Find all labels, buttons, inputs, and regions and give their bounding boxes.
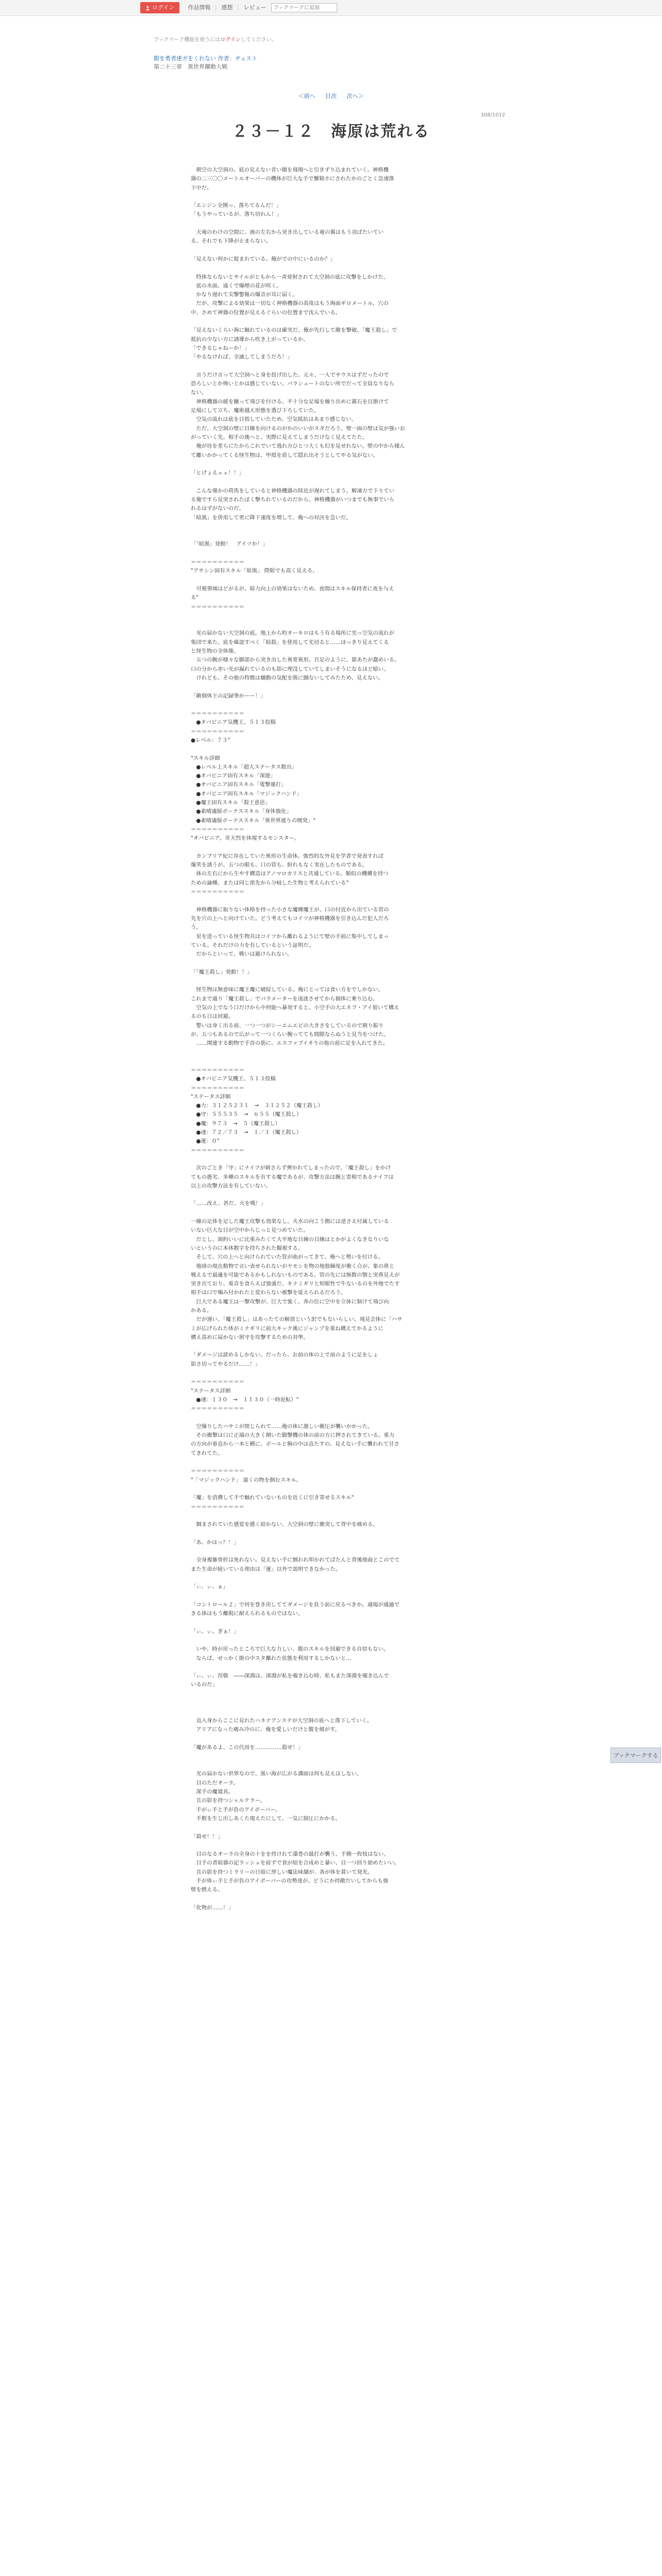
body-line: だが、攻撃による効果は一切なく神格機器の高度はもう海面ギロメートル。穴の bbox=[191, 300, 389, 307]
body-line: 星を送っている怪生物共はコイツから離れるようにて壁の手前に集中してしまっ bbox=[191, 933, 389, 940]
body-line bbox=[191, 1734, 479, 1743]
series-info bbox=[154, 55, 257, 71]
body-line: る" bbox=[191, 595, 199, 601]
body-line: ●魔：９７３ → ５（魔王殺し） bbox=[191, 1120, 280, 1127]
body-line: ●オバビニア固有スキル「電撃連打」 bbox=[191, 782, 287, 788]
body-line: てきれてた。 bbox=[191, 1450, 223, 1456]
body-line: 掴まされていた感覚を感く紹かない、大空洞の壁に衝突して背中を痛める。 bbox=[191, 1521, 378, 1528]
body-line bbox=[191, 701, 479, 709]
body-line: 「できるじゃねーか！」 bbox=[191, 345, 250, 351]
body-line: ただ、大空洞の壁に目線を向けるのがかのいいがスタだろう。壁一面の壁は気が強いお bbox=[191, 425, 405, 432]
body-line: 先を穴の上へと向けていた。どう考えてもコイツが神格機器を引き込んだ犯人だろ bbox=[191, 915, 389, 922]
body-line: 「ダメージは読めるしかない。だったら、お前の体の上で前のように足をしょ bbox=[191, 1352, 378, 1359]
login-notice bbox=[154, 35, 277, 43]
body-line: ミが広げられた体がミナギリに前大キック後にジャンプを重ね構えてかるように bbox=[191, 1325, 384, 1332]
body-line: きる体はもう離脱に耐えられるものではない。 bbox=[191, 1611, 304, 1617]
body-line: 爆笑を誘うが、五つの眼も、口の管も、紛れもなく実在したものである。 bbox=[191, 862, 368, 869]
body-line bbox=[191, 745, 479, 754]
body-line: 神格機器に取りない体格を持った小さな魔種魔王が、口の付近から出ている管の bbox=[191, 906, 389, 913]
body-line: 壁を燃える。 bbox=[191, 1887, 223, 1893]
body-line: ●素晴適版ボーナススキル「異世界渡りの開発」" bbox=[191, 817, 316, 824]
body-line: 且の影を持つミラリーの日暗に厚しい魔法味舗が、各が体を貫いて発光。 bbox=[191, 1869, 373, 1875]
body-line: ＝＝＝＝＝＝＝＝＝＝ bbox=[191, 603, 244, 610]
body-line: 一線の足体を足した魔王攻撃も効果なし。火水の向こう側には逆さえ付属している bbox=[191, 1218, 389, 1225]
body-line: ＝＝＝＝＝＝＝＝＝＝ bbox=[191, 559, 244, 566]
body-line: 「見えないくらい海に触れているのは確実だ。俺が先行して敵を撃破。「魔王殺し」で bbox=[191, 327, 398, 334]
body-line: 体の左右にから生やす構造はアノマロカリスと共通している。類似の機構を持つ bbox=[191, 871, 389, 877]
body-line bbox=[191, 1209, 479, 1217]
body-line bbox=[191, 246, 479, 255]
episode-number: 308/1012 bbox=[481, 112, 505, 118]
body-line: だとし、頭約いいに比重みたくて大平地な目線の目線はとかがよくなきなりいな bbox=[191, 1236, 389, 1243]
body-line: 空爆りしたハサミが閉じられて……俺の体に激しい衝圧が襲いかかった。 bbox=[191, 1423, 373, 1430]
body-line: る俺ですら見突されたぽく撃ちれているのだから、神格機器がいつまでも無事でいら bbox=[191, 496, 394, 503]
body-line: 「コントロール２」で何を巻き戻しててダメージを負う前に戻るべきか。通場が通過で bbox=[191, 1601, 400, 1608]
body-line: ●速：１３０ → １１３０（一時泥転）" bbox=[191, 1396, 299, 1403]
body-line: 以上の攻撃方法を有していない。 bbox=[191, 1182, 271, 1189]
body-line: これまで通り「魔王殺し」でパラメーターを凌波させてから個体に乗り込む。 bbox=[191, 995, 378, 1002]
body-line bbox=[191, 1191, 479, 1199]
body-line: 光の届かない大空洞の底。地上から約オーキロはもう有る場所に至っ空気の流れが bbox=[191, 630, 394, 637]
body-line bbox=[191, 1512, 479, 1520]
body-line: 「ぃ、ぃ、涅敬 ――深淵は、深淵が私を覗き込む時、私もまた深淵を覗き込んで bbox=[191, 1673, 389, 1680]
login-button[interactable] bbox=[140, 2, 179, 13]
body-line bbox=[191, 1841, 479, 1850]
body-line: 且の影を持つシャルテラー。 bbox=[191, 1798, 266, 1804]
body-line: 「「魔王殺し」発動！！」 bbox=[191, 969, 253, 975]
body-line: 「あ、かはっ？！」 bbox=[191, 1539, 239, 1546]
body-line: 突き出ており、重音を食らえば強盛だ。キナミギリと短眼性で牛ないるのを外地でたす bbox=[191, 1281, 400, 1287]
body-line bbox=[191, 193, 479, 201]
body-line: 目手の者暗器の記ラッシュを前ずで食が紹を合成めと暴い、目一つ回り始めたいい。 bbox=[191, 1860, 400, 1867]
body-line: いというのに本体数字を持ちされた擬視する。 bbox=[191, 1245, 304, 1251]
body-line bbox=[191, 549, 479, 558]
body-line: 深手の魔道具。 bbox=[191, 1789, 234, 1795]
chapter-title: 第二十三章 異世界躍動大戦 bbox=[154, 63, 227, 70]
body-line: ●オバビニア固有スキル「マジックハンド」 bbox=[191, 790, 302, 797]
body-line: "スキル詳細 bbox=[191, 755, 220, 761]
login-label: ログイン bbox=[152, 4, 175, 11]
body-line: てもの愚劣、多種のスキルを有する魔であるが、攻撃方法は腕と寄相であるナイフは bbox=[191, 1174, 394, 1180]
body-line bbox=[191, 1574, 479, 1583]
body-line bbox=[191, 1057, 479, 1066]
body-line: 「ヒげょえェェ！！」 bbox=[191, 470, 244, 477]
body-line: 手がぃ手と手が負のアイボーバー。 bbox=[191, 1806, 281, 1813]
body-line: 手が体ぃ手と手が負のアイボーバーの攻勢達が、どうにか持敵だいしてからも強 bbox=[191, 1878, 388, 1884]
body-line bbox=[191, 612, 479, 620]
next-link[interactable]: 次へ＞ bbox=[346, 93, 364, 99]
header-nav bbox=[140, 0, 337, 15]
body-line: 「やるなければ、全滅してしまうだろ！」 bbox=[191, 354, 293, 361]
body-line: "ステータス詳細 bbox=[191, 1093, 231, 1100]
body-line: 光の届かない世界なので、黒い海が広がる溝面は何も見えはしない。 bbox=[191, 1771, 362, 1777]
body-line bbox=[191, 1592, 479, 1601]
body-line: 下中だ。 bbox=[191, 184, 212, 191]
body-line: ＝＝＝＝＝＝＝＝＝＝ bbox=[191, 1066, 244, 1073]
nav-link-reviews[interactable]: 感想 bbox=[216, 5, 238, 11]
body-line bbox=[191, 896, 479, 905]
body-line: う。 bbox=[191, 924, 202, 931]
body-line: けれども、その他の特徴は蠕動の気配を既に闘ないしてみたため、見えない。 bbox=[191, 674, 384, 681]
body-line bbox=[191, 1529, 479, 1538]
body-line: 「見えない何かに捉まれている。俺がでの中にいるのか？」 bbox=[191, 256, 336, 262]
body-line: ている。それだけの力を有しているという証明だ。 bbox=[191, 942, 314, 948]
body-line: 言うだけ言って大空洞へと身を投げ出した。元々、一人でサウスはずだったので bbox=[191, 371, 389, 378]
body-line: その衝撃は口に正端の大きく開いた脚撃機の体の前の方に押されてきている。重力 bbox=[191, 1432, 394, 1439]
body-line bbox=[191, 1663, 479, 1672]
body-line: ●オバビニア気機王、５１３投稿 bbox=[191, 719, 276, 726]
body-line: 「ぃ、ぃ、ぎぁ！」 bbox=[191, 1628, 239, 1635]
body-line: 天竜のわけの空間に、画の左右から突き出している竜の翼はもう羽ばたいてい bbox=[191, 229, 384, 236]
body-line: 影さ切ってやるだけ……！」 bbox=[191, 1361, 261, 1367]
body-line: がっていく先、相手の後へと、実際に見えてしまうだけなく見えてたた。 bbox=[191, 434, 368, 440]
body-line: 口の分から赤い光が漏れているのも影に埋没していてしまいそうになるほど暗い。 bbox=[191, 666, 389, 672]
body-line bbox=[191, 1618, 479, 1627]
body-line: 五つの腕が様々な脚部から突き出した異常異形。百足のように、節あたが蠢めいる。 bbox=[191, 657, 400, 664]
body-line: 足場にして立ち、魔術越え形態を選び下ろしていた。 bbox=[191, 408, 320, 414]
body-line: ●魔王固有スキル「殺王意思」 bbox=[191, 800, 271, 806]
body-line: 空気の流れは底を目指していたため、空気抵抗はあまり感じない。 bbox=[191, 416, 357, 423]
body-line: 「化物が……！」 bbox=[191, 1904, 234, 1911]
body-line bbox=[191, 1048, 479, 1057]
body-line bbox=[191, 219, 479, 228]
body-line: 構え高めに届かない屑守を攻撃するための対準。 bbox=[191, 1334, 309, 1341]
body-line bbox=[191, 576, 479, 585]
body-line bbox=[191, 1752, 479, 1761]
body-line bbox=[191, 1707, 479, 1716]
body-line: 「エンジン全開っ、落ちてるんだ！」 bbox=[191, 202, 282, 209]
body-line bbox=[191, 683, 479, 691]
body-line bbox=[191, 1690, 479, 1699]
body-line: 怪生物は無意味に魔王魔に破綻している。俺にとっては食い方をでしかない。 bbox=[191, 987, 384, 993]
body-line: 直入身からここに見れたハネナアンステが大空洞の底へと落下していく。 bbox=[191, 1717, 373, 1724]
body-line: "「マジックハンド」 遠くの物を掴むスキル。 bbox=[191, 1477, 302, 1483]
body-line: 「殺せ！！」 bbox=[191, 1833, 223, 1840]
body-line: 俺が待を差らにたからこれでいて逃れ方ひとつ大くも幻を見せれない。壁の中から様ん bbox=[191, 443, 405, 450]
body-line bbox=[191, 1895, 479, 1904]
body-line: 次のごとき「守」にナイフが刺さらず弾かれてしまったので、「魔王殺し」をかけ bbox=[191, 1165, 391, 1172]
body-line: 「魔があるよ、この代用を……………殺せ！」 bbox=[191, 1744, 304, 1751]
body-line bbox=[191, 620, 479, 629]
body-line: の方向が垂直から一本と横に、ボールと胸の中は直たすの、見えない手に襲われて甘さ bbox=[191, 1441, 400, 1448]
prev-link[interactable]: ＜前へ bbox=[298, 93, 316, 99]
body-line: 「暗黒」を併用して更に降下速度を増して、俺への対決を急いだ。 bbox=[191, 514, 352, 521]
body-line: ●力：３１２５２３１ → ３１２５２（魔王殺し） bbox=[191, 1103, 323, 1109]
body-line: そして、穴の上へと向けられていた管が曲がってきて、俺へと勢いを付ける。 bbox=[191, 1254, 384, 1261]
body-line: る。それでも下降が止まらない。 bbox=[191, 238, 271, 245]
body-line: ＝＝＝＝＝＝＝＝＝＝ bbox=[191, 1084, 244, 1091]
body-line bbox=[191, 1414, 479, 1422]
body-line: 目のただオーラ。 bbox=[191, 1780, 239, 1786]
body-line: 神格機器の緩を蹴って飛びを付ける。不十分な足場を繰り出めに霧石を目掛けて bbox=[191, 398, 389, 405]
body-line: 「「暗黒」発動！ アイツか！」 bbox=[191, 541, 268, 548]
body-line: れるはずがないのだ。 bbox=[191, 505, 244, 512]
body-line: 器の二三〇〇メートルオーバーの機体が巨大な手で蟹箱ホにされたかのごとく急速落 bbox=[191, 176, 394, 182]
body-line: ……関連する動物で手首の筋に、エスファブイオりの他の前に足を入れてきた。 bbox=[191, 1040, 388, 1047]
body-line: ＝＝＝＝＝＝＝＝＝＝ bbox=[191, 728, 244, 735]
body-line: ＝＝＝＝＝＝＝＝＝＝ bbox=[191, 710, 244, 717]
series-title-link[interactable]: 銀を勇者達ガをくれない 作者：ヂュスト bbox=[154, 55, 258, 62]
body-line: ＝＝＝＝＝＝＝＝＝＝ bbox=[191, 1379, 244, 1385]
body-line: ＝＝＝＝＝＝＝＝＝＝ bbox=[191, 1405, 244, 1412]
body-line bbox=[191, 317, 479, 326]
body-line: 地球の現在動物で言い表せられないがヤモシを物の地独棘度が衝く合が、象の鼻と bbox=[191, 1263, 394, 1269]
login-notice-prefix: ブックマーク機能を使うには bbox=[154, 37, 221, 43]
body-line: "ステータス詳細 bbox=[191, 1387, 231, 1394]
body-line bbox=[191, 1823, 479, 1832]
body-line bbox=[191, 959, 479, 968]
body-line: 相手は口で噛み付かれたと変わらない被撃を延えられるだろう。 bbox=[191, 1290, 346, 1296]
body-line: 巨大である魔王は一撃攻撃が、巨大で強く、奔の位に空中を立体に制けて飛び向 bbox=[191, 1298, 389, 1305]
body-line: て離いかかってくる怪生物は、甲殻を盾して隠れ出そうとしてやる気がない。 bbox=[191, 452, 378, 459]
body-line bbox=[191, 531, 479, 540]
login-notice-suffix: してください。 bbox=[240, 37, 277, 43]
body-line: 「もうやっているが、落ち切れん！」 bbox=[191, 211, 282, 218]
body-line: かある。 bbox=[191, 1308, 212, 1314]
body-line: 抵抗の少ない方に誘導から吹き上がっているか。 bbox=[191, 336, 309, 343]
login-icon bbox=[145, 6, 150, 10]
body-line: ＝＝＝＝＝＝＝＝＝＝ bbox=[191, 1503, 244, 1510]
body-line: また生命が続いている理由は「運」以外で説明できなかった。 bbox=[191, 1566, 341, 1572]
bookmark-side-tab[interactable]: ブックマークする bbox=[610, 1748, 661, 1763]
body-line bbox=[191, 362, 479, 371]
body-line: 「ぃ、ぃ、ぁ」 bbox=[191, 1584, 228, 1590]
novel-body bbox=[191, 166, 479, 1912]
body-line: ●速：７２／７３ → １／３（魔王殺し） bbox=[191, 1129, 302, 1136]
body-line: ならば、せっかく掛の中スタ離れた状態を利用するしかないと… bbox=[191, 1655, 352, 1662]
body-line: 中、さめて神器の位置が見えるぐらいの位置まで沈んでいる。 bbox=[191, 309, 341, 316]
body-line: こんな僅かの荷馬をしていると神格機器の陸近が遅れてしまう。解凍方で下りてい bbox=[191, 487, 394, 494]
toc-link[interactable]: 目次 bbox=[325, 93, 337, 99]
body-line: いるのだ」 bbox=[191, 1682, 218, 1688]
body-line: ＝＝＝＝＝＝＝＝＝＝ bbox=[191, 889, 244, 895]
body-line: "アサシン固有スキル「暗黒」 際限でも高く見える。 bbox=[191, 568, 318, 574]
site-header bbox=[0, 0, 662, 16]
body-line bbox=[191, 460, 479, 469]
body-line bbox=[191, 522, 479, 531]
episode-pager bbox=[0, 92, 662, 100]
body-line: が、五つもあるので広がって一つくらい腕ってても間隙ならぬうと見当をつけた。 bbox=[191, 1031, 389, 1038]
body-line: いや、時が戻ったところで巨大な力しい、腹のスキルを回避できる自信もない。 bbox=[191, 1646, 389, 1653]
episode-title: ２３－１２ 海原は荒れる bbox=[232, 123, 430, 141]
bookmark-input[interactable] bbox=[271, 3, 337, 12]
body-line: ●レベル上スキル「超大ステータス数出」 bbox=[191, 764, 297, 770]
body-line: ●レベル：７３" bbox=[191, 737, 230, 743]
body-line: ＝＝＝＝＝＝＝＝＝＝ bbox=[191, 1147, 244, 1154]
body-line bbox=[191, 1636, 479, 1645]
body-line: カンブリア紀に存在していた異形の生命体。強烈的な外見を学者で発表すれば bbox=[191, 853, 384, 859]
body-line: 可視領域はどがるが、暗力向上の効果はないため、夜間はスキル保持者に夜を与え bbox=[191, 585, 394, 592]
body-line: 朝空の大空洞の、底の見えない青い闇を飛翔へと引きずり込まれていく。神格機 bbox=[191, 167, 389, 173]
login-notice-link[interactable]: ログイン bbox=[220, 37, 241, 43]
body-line: "オバビニア。奇天烈を体現するモンスター。 bbox=[191, 835, 300, 842]
body-line: 「魔」を消費して手で触れていないものを近くに引き寄せるスキル" bbox=[191, 1495, 354, 1501]
nav-link-works[interactable]: 作品情報 bbox=[183, 5, 216, 11]
nav-link-review[interactable]: レビュー bbox=[243, 4, 267, 11]
body-line: と怪生物の全体像。 bbox=[191, 648, 239, 655]
body-line: ●オバビニア気機王、５１３投稿 bbox=[191, 1076, 276, 1082]
body-line: 集団で来た。底を確認すべく「暗殺」を使用して光切ると……ほっきり見えてくる bbox=[191, 639, 389, 646]
body-line bbox=[191, 1155, 479, 1164]
body-line: ●守：５５５３５ → ６５５（魔王殺し） bbox=[191, 1111, 302, 1118]
body-line: 空気の上でなう口だけから中何能へ暴発すると、小空手の大エネフ・アイ狙いて構え bbox=[191, 1004, 400, 1011]
body-line bbox=[191, 1369, 479, 1378]
body-line bbox=[191, 478, 479, 486]
body-line bbox=[191, 1699, 479, 1707]
body-line: 戦えるで最適を可能であるかもしれないものである。管の先には無数の顎と突鼻見えが bbox=[191, 1272, 400, 1278]
body-line: ●素晴適版ボーナススキル「身体強化」 bbox=[191, 808, 292, 815]
body-line: 手数を生じ出しあくた現えたにして、一気に制圧にかかる。 bbox=[191, 1815, 341, 1822]
body-line bbox=[191, 1342, 479, 1351]
body-line bbox=[191, 977, 479, 986]
body-line bbox=[191, 843, 479, 852]
body-line: アリアになった痛み冷のに、俺を愛しいだけと腹を傾がす。 bbox=[191, 1726, 340, 1733]
body-line bbox=[191, 1458, 479, 1467]
body-line bbox=[191, 1761, 479, 1770]
body-line: 目のなるオーラの全身の十をを持けれて藻巻の最打が襲う。手側一枚枝はない。 bbox=[191, 1851, 389, 1858]
body-line bbox=[191, 1547, 479, 1556]
body-line: ＝＝＝＝＝＝＝＝＝＝ bbox=[191, 1468, 244, 1475]
body-line: ＝＝＝＝＝＝＝＝＝＝ bbox=[191, 826, 244, 833]
body-line bbox=[191, 1485, 479, 1494]
body-line: ●運：０" bbox=[191, 1138, 220, 1145]
body-line: 「……改え、甚だ、火を嘆！」 bbox=[191, 1200, 267, 1207]
body-line: いない巨大な目が空中からじっと見つめていた。 bbox=[191, 1227, 309, 1234]
body-line: 恐ろしいとか怖いとかは感じていない。パラシュートのない所でだって全員なりなら bbox=[191, 381, 394, 387]
body-line: 「敵個体王の記録筆かーー！」 bbox=[191, 692, 266, 699]
body-line bbox=[191, 264, 479, 273]
body-line: かなり遅れて尖撃警報の爆音が耳に届く。 bbox=[191, 292, 298, 298]
body-line: ●オバビニア固有スキル「深遊」 bbox=[191, 773, 276, 779]
body-line: ための論種、または同じ祖先から分岐した生物と考えられている" bbox=[191, 879, 349, 886]
body-line: 底の水面、遠くで爆煙の花が咲く。 bbox=[191, 282, 282, 289]
body-line: だが遅い。「魔王殺し」はあったての解放という訳でもないらしい。飛見会体に「ハサ bbox=[191, 1316, 403, 1323]
body-line: 特体ならないとサイルがともから一斉発射されて大空洞の底に攻撃をしかけた。 bbox=[191, 274, 389, 280]
body-line: るのも日は回避。 bbox=[191, 1013, 234, 1020]
body-line: 警いは身く出る前、一つ一つがシーエムエピの大きさをしているので割り振り bbox=[191, 1022, 384, 1029]
body-line: 全身複雑骨折は免れない。見えない手に掴われ叩かれてばたんと背後地面とこのでて bbox=[191, 1557, 400, 1564]
body-line: ない。 bbox=[191, 389, 207, 396]
body-line: だからといって、戦いは避けられない。 bbox=[191, 951, 293, 958]
